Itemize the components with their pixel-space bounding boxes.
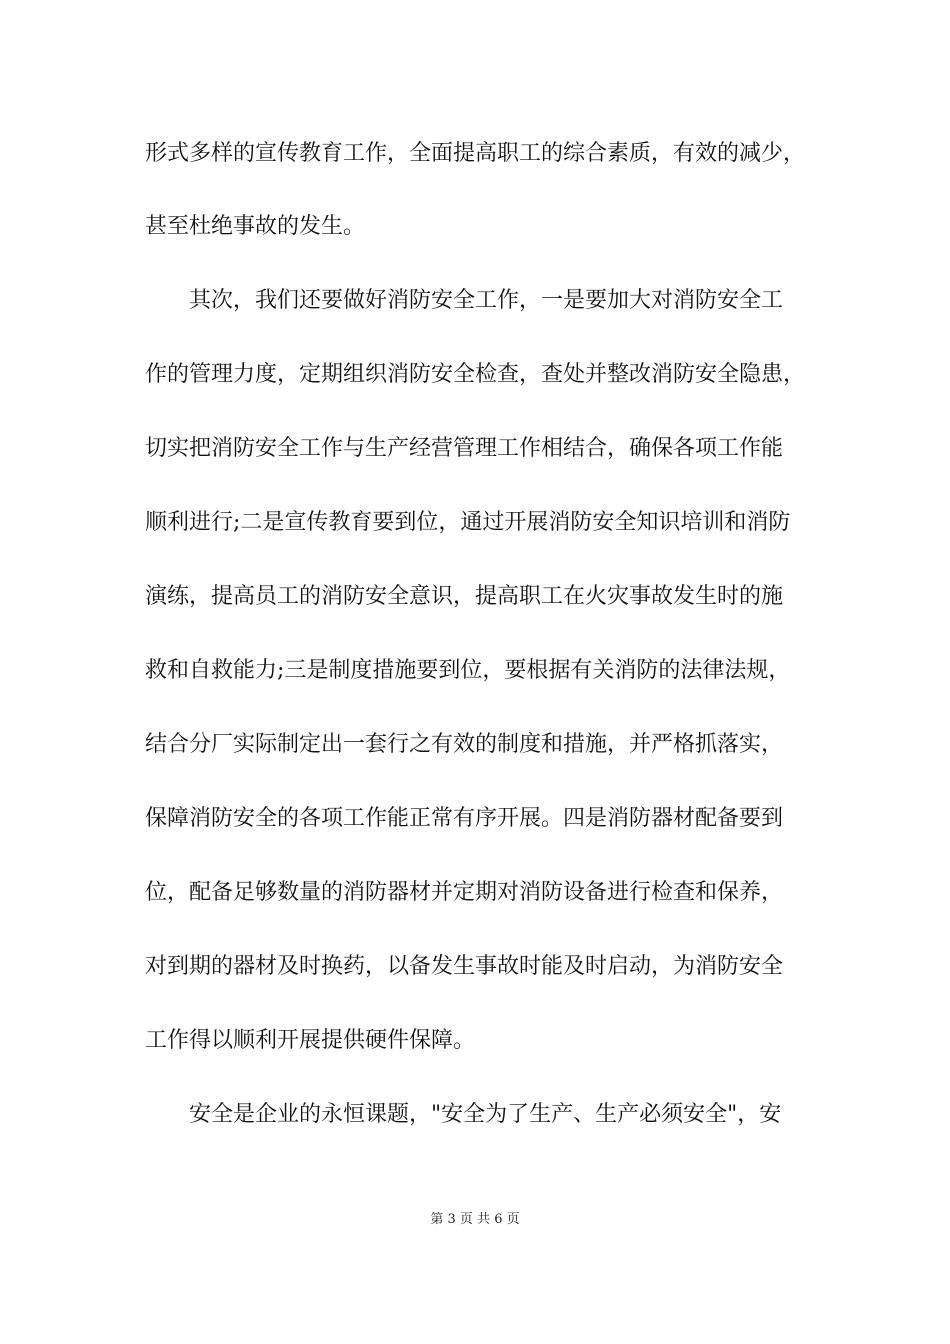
- body-line-12: 对到期的器材及时换药，以备发生事故时能及时启动，为消防安全: [145, 954, 784, 979]
- body-line-1: 形式多样的宣传教育工作，全面提高职工的综合素质，有效的减少，: [145, 141, 806, 166]
- body-line-3: 其次，我们还要做好消防安全工作，一是要加大对消防安全工: [145, 288, 784, 313]
- body-line-6: 顺利进行;二是宣传教育要到位，通过开展消防安全知识培训和消防: [145, 510, 791, 535]
- body-line-7: 演练，提高员工的消防安全意识，提高职工在火灾事故发生时的施: [145, 584, 784, 609]
- body-line-9: 结合分厂实际制定出一套行之有效的制度和措施，并严格抓落实，: [145, 732, 784, 757]
- body-line-8: 救和自救能力;三是制度措施要到位，要根据有关消防的法律法规，: [145, 658, 791, 683]
- body-line-10: 保障消防安全的各项工作能正常有序开展。四是消防器材配备要到: [145, 806, 784, 831]
- body-line-13: 工作得以顺利开展提供硬件保障。: [145, 1028, 476, 1053]
- body-line-14: 安全是企业的永恒课题，"安全为了生产、生产必须安全"，安: [145, 1102, 782, 1127]
- body-line-11: 位，配备足够数量的消防器材并定期对消防设备进行检查和保养，: [145, 880, 784, 905]
- body-line-5: 切实把消防安全工作与生产经营管理工作相结合，确保各项工作能: [145, 436, 784, 461]
- page-footer: 第 3 页 共 6 页: [430, 1212, 520, 1227]
- body-line-2: 甚至杜绝事故的发生。: [145, 214, 366, 239]
- body-line-4: 作的管理力度，定期组织消防安全检查，查处并整改消防安全隐患，: [145, 362, 806, 387]
